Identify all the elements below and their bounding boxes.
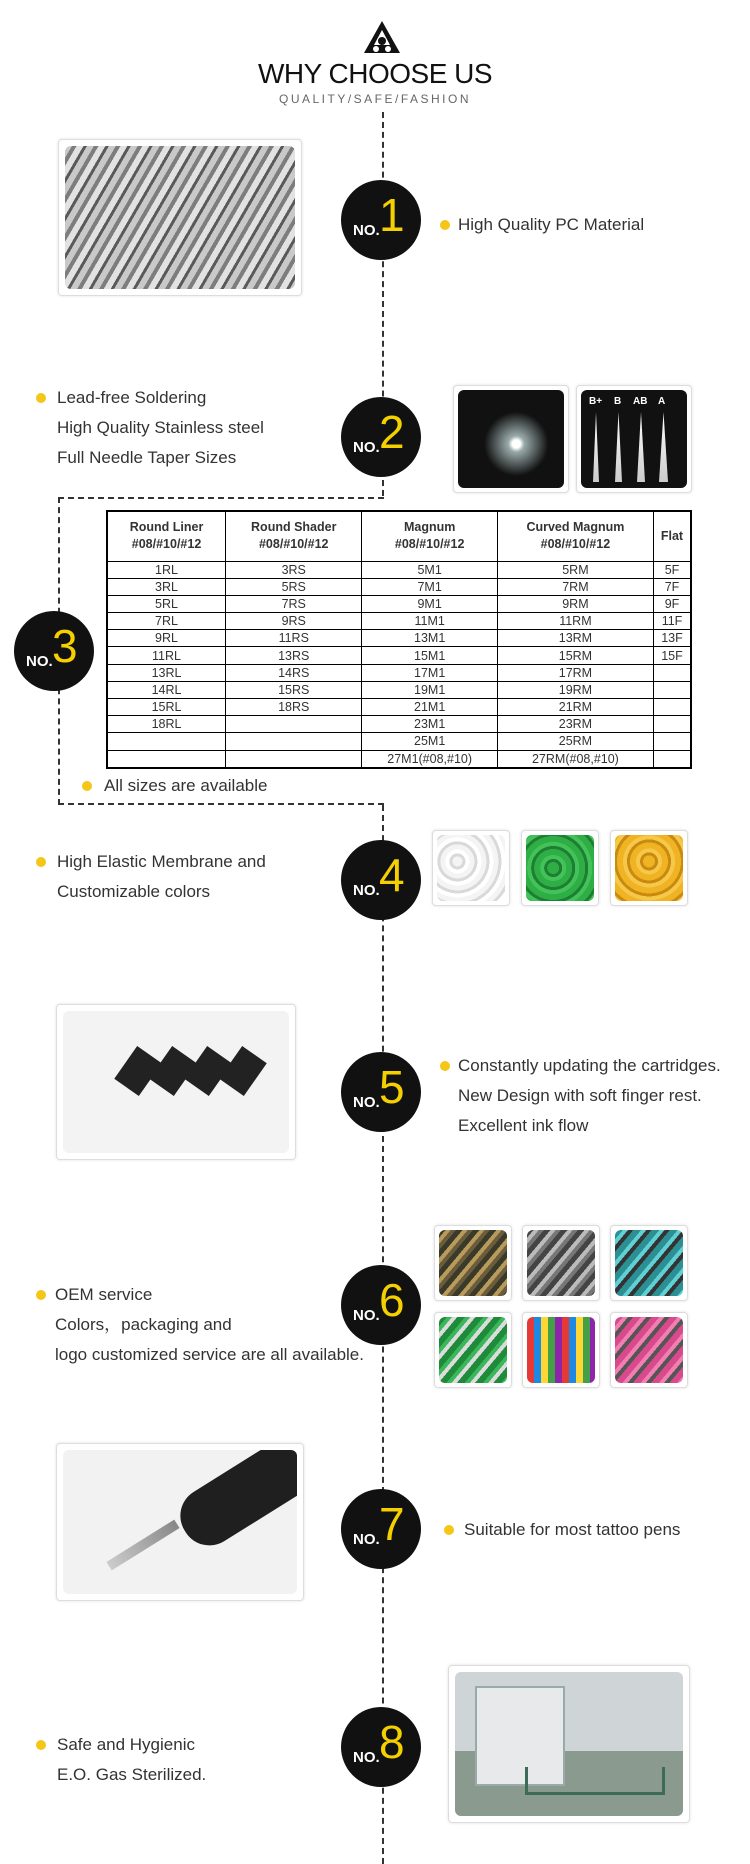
table-header-round-liner: Round Liner #08/#10/#12 [107,511,226,561]
feature-2-line-1: Lead-free Soldering [57,388,207,407]
feature-badge-8: NO. 8 [341,1707,421,1787]
feature-5-line-2: New Design with soft finger rest. [458,1086,702,1105]
table-row: 13RL 14RS 17M1 17RM [107,664,691,681]
sterilization-room-photo [448,1665,690,1823]
feature-badge-2: NO. 2 [341,397,421,477]
feature-8-line-2: E.O. Gas Sterilized. [57,1765,207,1784]
oem-photo-teal [610,1225,688,1301]
feature-badge-1: NO. 1 [341,180,421,260]
triangle-logo-icon [363,20,401,54]
taper-label: B [614,396,622,407]
bullet-dot [36,393,46,403]
feature-badge-6: NO. 6 [341,1265,421,1345]
bullet-dot [36,1290,46,1300]
table-row: 25M1 25RM [107,733,691,750]
table-row: 3RL 5RS 7M1 7RM 7F [107,578,691,595]
feature-badge-3: NO. 3 [14,611,94,691]
feature-8-line-1: Safe and Hygienic [57,1735,195,1754]
feature-badge-5: NO. 5 [341,1052,421,1132]
table-row: 11RL 13RS 15M1 15RM 15F [107,647,691,664]
membrane-clear-photo [432,830,510,906]
feature-6-line-3: logo customized service are all available. [55,1345,364,1364]
table-row: 15RL 18RS 21M1 21RM [107,699,691,716]
table-row: 1RL 3RS 5M1 5RM 5F [107,561,691,578]
table-row: 18RL 23M1 23RM [107,716,691,733]
table-row: 14RL 15RS 19M1 19RM [107,681,691,698]
bullet-dot [36,1740,46,1750]
feature-badge-7: NO. 7 [341,1489,421,1569]
oem-photo-silver [522,1225,600,1301]
feature-badge-4: NO. 4 [341,840,421,920]
table-row: 27M1(#08,#10) 27RM(#08,#10) [107,750,691,768]
all-sizes-note: All sizes are available [104,776,268,795]
feature-2-line-3: Full Needle Taper Sizes [57,448,237,467]
oem-photo-multicolor [522,1312,600,1388]
taper-label: B+ [589,396,603,407]
feature-1-text: High Quality PC Material [458,215,645,234]
cartridge-set-photo [56,1004,296,1160]
bullet-dot [440,220,450,230]
feature-2-line-2: High Quality Stainless steel [57,418,264,437]
feature-6-line-1: OEM service [55,1285,153,1304]
oem-photo-pink [610,1312,688,1388]
bullet-dot [444,1525,454,1535]
feature-5-line-1: Constantly updating the cartridges. [458,1056,721,1075]
needle-size-table [106,510,692,769]
table-header-magnum: Magnum #08/#10/#12 [362,511,497,561]
table-header-round-shader: Round Shader #08/#10/#12 [226,511,362,561]
page-subtitle: QUALITY/SAFE/FASHION [278,92,472,106]
table-row: 9RL 11RS 13M1 13RM 13F [107,630,691,647]
page-title: WHY CHOOSE US [257,58,493,89]
membrane-yellow-photo [610,830,688,906]
bullet-dot [440,1061,450,1071]
pc-material-photo [58,139,302,296]
membrane-green-photo [521,830,599,906]
table-header-curved-magnum: Curved Magnum #08/#10/#12 [497,511,653,561]
feature-7-text: Suitable for most tattoo pens [464,1520,681,1539]
needle-closeup-photo [453,385,569,493]
feature-4-line-1: High Elastic Membrane and [57,852,266,871]
feature-5-line-3: Excellent ink flow [458,1116,589,1135]
oem-photo-gold [434,1225,512,1301]
bullet-dot [82,781,92,791]
taper-label: AB [633,396,648,407]
feature-6-line-2: Colors，packaging and [55,1315,232,1334]
feature-4-line-2: Customizable colors [57,882,211,901]
table-row: 7RL 9RS 11M1 11RM 11F [107,613,691,630]
taper-label: A [658,396,666,407]
table-header-flat: Flat [654,511,692,561]
bullet-dot [36,857,46,867]
oem-photo-green [434,1312,512,1388]
tattoo-pen-photo [56,1443,304,1601]
table-row: 5RL 7RS 9M1 9RM 9F [107,595,691,612]
needle-taper-photo [576,385,692,493]
